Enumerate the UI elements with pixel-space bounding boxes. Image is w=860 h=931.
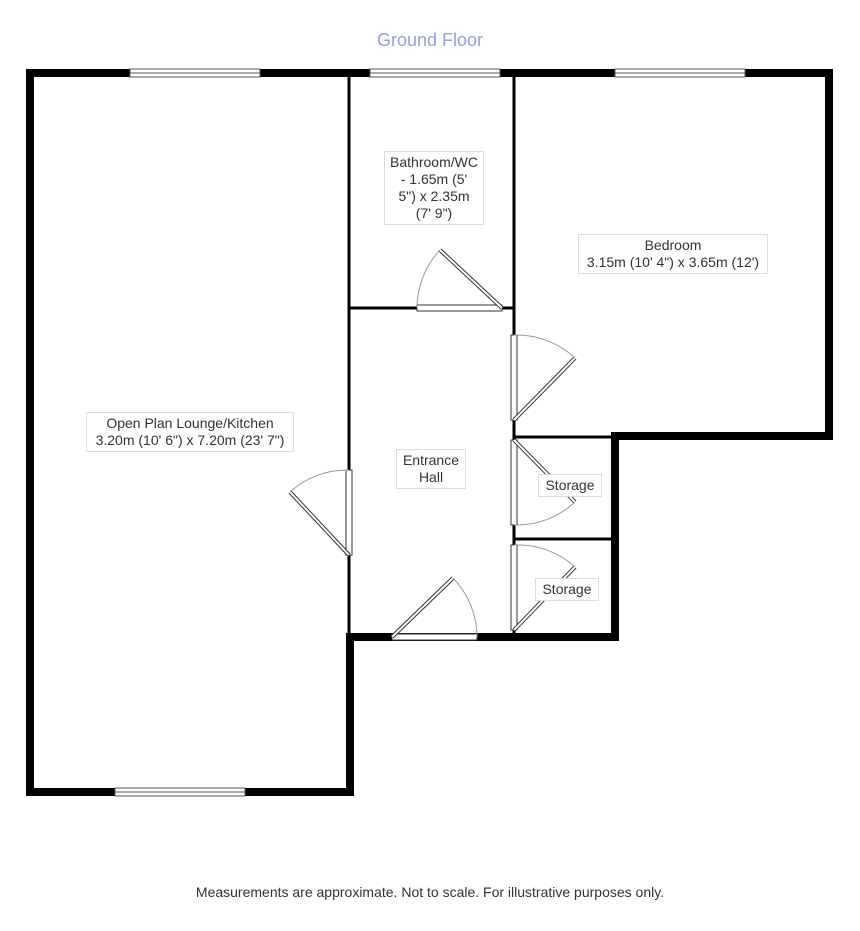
window-lounge-bottom bbox=[115, 788, 245, 796]
room-name-hall: Entrance bbox=[402, 452, 460, 468]
room-name-hall-2: Hall bbox=[418, 469, 444, 485]
room-label-storage-1 bbox=[538, 474, 602, 497]
floor-title: Ground Floor bbox=[376, 30, 484, 50]
window-lounge-top bbox=[130, 69, 260, 77]
door-bedroom bbox=[511, 335, 575, 420]
window-bathroom-top bbox=[370, 69, 500, 77]
doors bbox=[290, 250, 575, 640]
room-dims-bathroom-2: 5") x 2.35m bbox=[398, 188, 470, 204]
room-label-storage-2 bbox=[535, 578, 599, 601]
room-name-lounge: Open Plan Lounge/Kitchen bbox=[106, 415, 274, 431]
room-dims-lounge: 3.20m (10' 6") x 7.20m (23' 7") bbox=[95, 432, 285, 448]
room-label-bathroom bbox=[384, 151, 484, 225]
door-bathroom bbox=[417, 250, 502, 311]
room-name-storage-1: Storage bbox=[545, 477, 595, 493]
room-name-bedroom: Bedroom bbox=[644, 237, 702, 253]
door-entrance bbox=[392, 578, 477, 640]
window-bedroom-top bbox=[615, 69, 745, 77]
room-name-bathroom: Bathroom/WC bbox=[390, 154, 478, 170]
room-label-hall bbox=[396, 449, 466, 489]
room-name-storage-2: Storage bbox=[542, 581, 592, 597]
room-dims-bathroom-3: (7' 9") bbox=[415, 205, 453, 221]
disclaimer: Measurements are approximate. Not to scale. For illustrative purposes only. bbox=[195, 884, 665, 900]
room-dims-bathroom-1: - 1.65m (5' bbox=[400, 171, 468, 187]
room-label-lounge bbox=[86, 412, 294, 452]
room-label-bedroom bbox=[578, 234, 768, 274]
room-dims-bedroom: 3.15m (10' 4") x 3.65m (12') bbox=[586, 254, 760, 270]
door-lounge bbox=[290, 470, 352, 555]
